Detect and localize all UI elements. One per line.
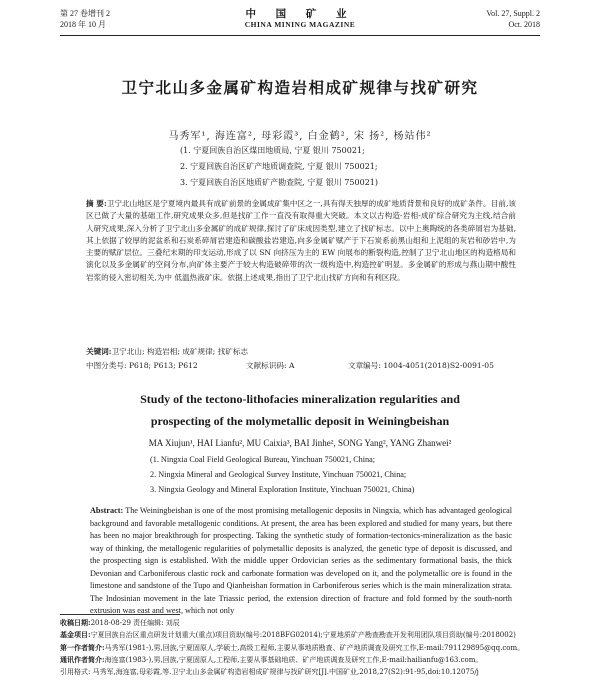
journal-name (60, 8, 540, 30)
abstract-en (90, 505, 512, 615)
volume-cn: 第 27 卷增刊 2 (60, 9, 110, 18)
footnote-received: 收稿日期:2018-08-29 责任编辑: 刘辰 (60, 618, 180, 627)
title-en-line-2: prospecting of the molymetallic deposit in Weiningbeishan (150, 414, 450, 428)
article-title-en (0, 388, 600, 432)
footnotes (60, 617, 550, 694)
clc-number: 中图分类号: P618; P613; P612 (86, 361, 198, 370)
document-code: 文献标识码: A (246, 361, 295, 370)
keywords-cn (86, 346, 516, 358)
running-header (60, 8, 540, 32)
volume-en: Vol. 27, Suppl. 2 (486, 9, 540, 18)
date-en: Oct. 2018 (508, 20, 540, 29)
header-rule (60, 35, 540, 36)
journal-name-en: CHINA MINING MAGAZINE (244, 20, 356, 29)
affiliation-en-1: (1. Ningxia Coal Field Geological Bureau, Yinchuan 750021, China; (150, 455, 376, 464)
abstract-en-label: Abstract: (90, 506, 124, 515)
footnote-citation: 引用格式: 马秀军,海连富,母彩霞,等.卫宁北山多金属矿构造岩相成矿规律与找矿研究[J].中国矿业,2018,27(S2):91-95,doi:10.12075/j (60, 668, 479, 677)
authors-cn: 马秀军¹, 海连富², 母彩霞³, 白金鹤², 宋 扬², 杨站伟² (168, 131, 432, 142)
keywords-cn-label: 关键词: (86, 347, 112, 356)
footnote-first-author: 第一作者简介:马秀军(1981-),男,回族,宁夏固原人,学硕士,高级工程师,主要从事地质勘查、矿产地质调查及研究工作,E-mail:791129895@qq.com。 (60, 642, 525, 652)
abstract-cn (86, 198, 516, 284)
keywords-cn-text: 卫宁北山; 构造岩相; 成矿规律; 找矿标志 (111, 347, 249, 356)
footnote-funding: 基金项目:宁夏回族自治区重点研发计划重大(重点)项目资助(编号:2018BFG02014);宁夏地质矿产勘查勘查开发利用团队项目资助(编号:2018002) (60, 630, 516, 640)
article-number: 文章编号: 1004-4051(2018)S2-0091-05 (348, 361, 494, 370)
abstract-cn-text: 卫宁北山地区是宁夏境内最具有成矿前景的金属成矿集中区之一,具有得天独厚的成矿地质背景和良好的成矿条件。目前,该区已做了大量的基础工作,研究成果众多,但是找矿工作一直没有取得重大突破。本文以古构造-岩相-成矿综合研究为主线,结合前人研究成果,深入分析了卫宁北山多金属矿的成矿规律,探讨了矿床成因类型,建立了找矿标志。以中上奥陶统的各类碎屑岩为基础,其上依据了较厚的泥盆系和石炭系碎屑岩建造和碳酸盐岩建造,向多金属矿赋产于下石炭系前黑山组和上泥组的灰岩和砂岩中,为主要的赋矿层位。三叠纪末期的印支运动,形成了以 SN 向挤压为主的 EW 向展布的断裂构造,控制了卫宁北山地区的构造格局和演化以及多金属矿的空间分布,向矿体主要产于较大构造破碎带的次一级构造中,构造控矿明显。多金属矿的形成与燕山期中酸性岩浆的侵入密切相关,为中 低温热液矿床。依据上述成果,指出了卫宁北山找矿方向和有利区段。 (86, 199, 516, 282)
affiliation-en-3: 3. Ningxia Geology and Mineral Exploration Institute, Yinchuan 750021, China) (150, 485, 415, 494)
title-en-line-1: Study of the tectono-lithofacies mineralization regularities and (140, 392, 460, 406)
affiliation-cn-2: 2. 宁夏回族自治区矿产地质调查院, 宁夏 银川 750021; (180, 162, 378, 171)
abstract-cn-label: 摘 要: (86, 199, 107, 208)
affiliation-cn-3: 3. 宁夏回族自治区地质矿产勘查院, 宁夏 银川 750021) (180, 178, 379, 187)
affiliation-en-2: 2. Ningxia Mineral and Geological Survey Institute, Yinchuan 750021, China; (150, 470, 407, 479)
header-right (486, 8, 540, 30)
abstract-en-text: The Weiningbeishan is one of the most promising metallogenic deposits in Ningxia, which has advantaged geological background and favorable metallogenic conditions. At present, the area has been explored and studied for many years, but there has been no major breakthrough for prospecting. Taking the synthetic study of formation-tectonics-mineralization as the basic way of thinking, the metallogenic regularities of polymetallic deposits is analyzed, the genetic type of deposit is discussed, and the prospecting sign is established. With the middle upper Ordovician series as the sedimentary formational basis, the thick Devonian and Carboniferous clastic rock and carbonate formation was developed on it, and the polymetallic ore is found in the limestone and sandstone of the Tupo and Qianheishan formation in Carboniferous series which is the main mineralization strata. The Indosinian movement in the late Triassic period, the extension direction of fracture and fold formed by the south-north extrusion was east and west, which not only (90, 506, 512, 615)
authors-en: MA Xiujun¹, HAI Lianfu², MU Caixia³, BAI Jinhe², SONG Yang², YANG Zhanwei² (148, 438, 452, 448)
article-title-cn: 卫宁北山多金属矿构造岩相成矿规律与找矿研究 (121, 78, 479, 97)
footnote-rule (60, 614, 180, 615)
journal-name-cn: 中 国 矿 业 (245, 8, 355, 20)
date-cn: 2018 年 10 月 (60, 20, 106, 29)
affiliations-cn (180, 143, 378, 191)
affiliation-cn-1: (1. 宁夏回族自治区煤田地质局, 宁夏 银川 750021; (180, 146, 365, 155)
footnote-corresponding-author: 通讯作者简介:海连富(1983-),男,回族,宁夏固原人,工程师,主要从事基础地质、矿产地质调查及研究工作,E-mail:hailianfu@163.com。 (60, 654, 483, 664)
affiliations-en (150, 452, 414, 497)
